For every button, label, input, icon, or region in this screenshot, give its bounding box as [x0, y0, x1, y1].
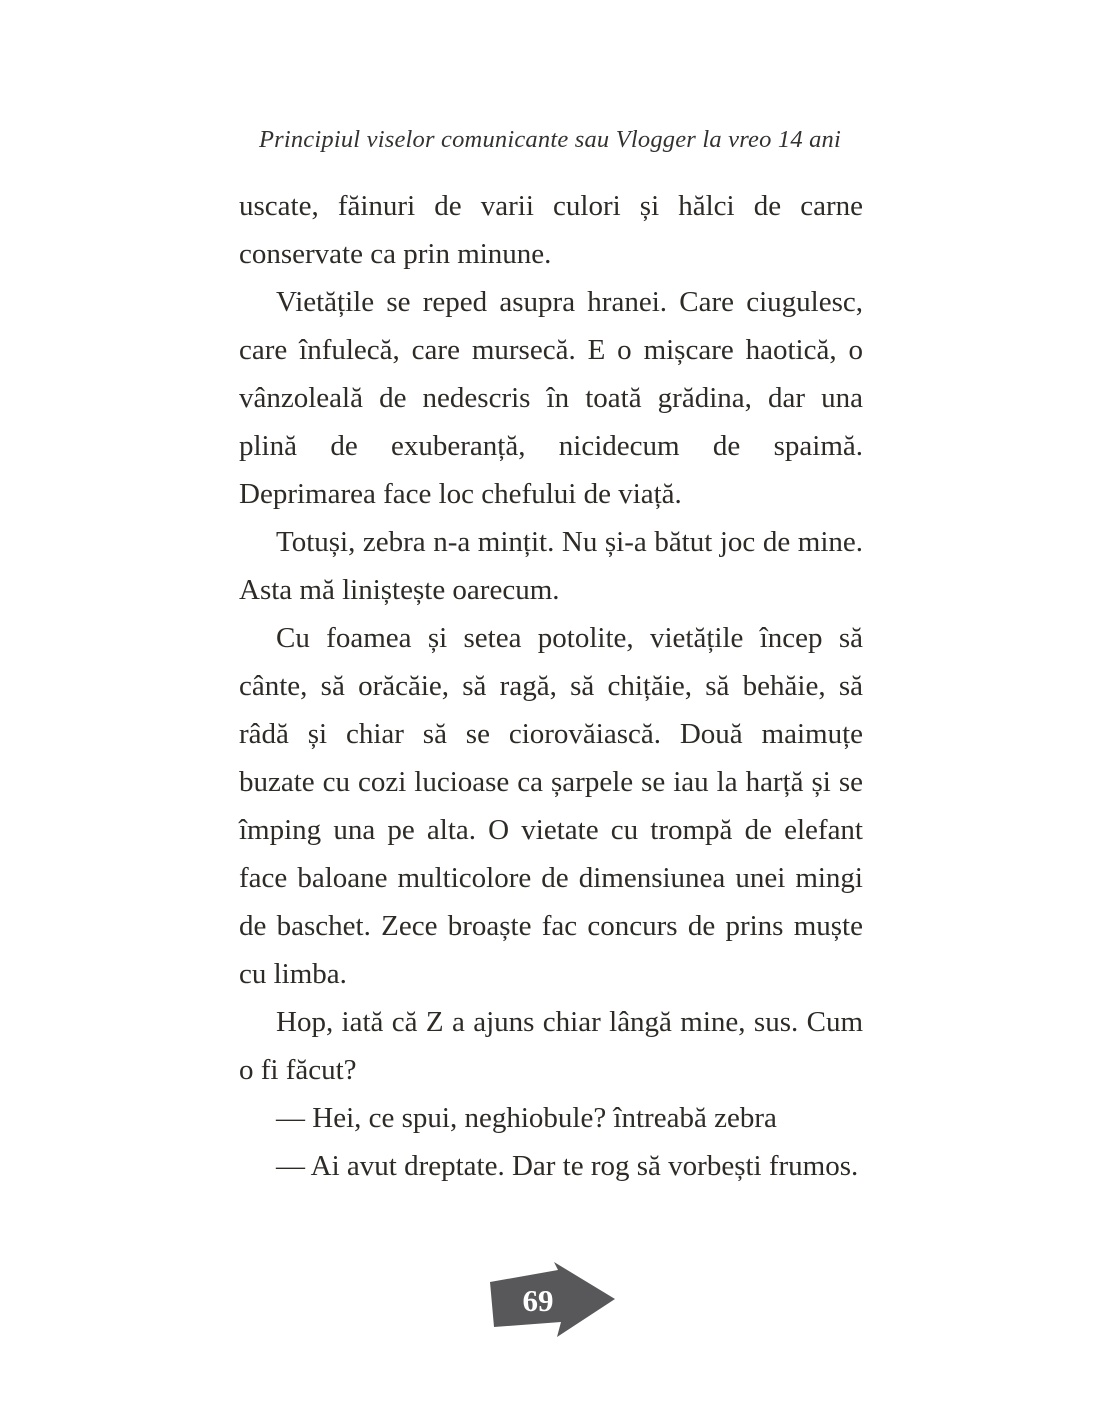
- paragraph: Vietățile se reped asupra hranei. Care ciugulesc, care înfulecă, care mursecă. E o mișcare haotică, o vânzoleală de nedescris în toată grădina, dar una plină de exuberanță, nicidecum de spaimă. Deprimarea face loc chefului de viață.: [239, 286, 863, 510]
- paragraph: uscate, făinuri de varii culori și hălci de carne conservate ca prin minune.: [239, 190, 863, 270]
- paragraph: Hop, iată că Z a ajuns chiar lângă mine, sus. Cum o fi făcut?: [239, 1006, 863, 1086]
- page-number: 69: [522, 1283, 554, 1318]
- arrow-badge-icon: [486, 1260, 618, 1338]
- paragraph: Totuși, zebra n-a mințit. Nu și-a bătut joc de mine. Asta mă liniștește oarecum.: [239, 526, 863, 606]
- body-text: [239, 182, 863, 1190]
- running-header: Principiul viselor comunicante sau Vlogger la vreo 14 ani: [258, 126, 842, 153]
- paragraph: — Hei, ce spui, neghiobule? întreabă zebra: [276, 1102, 777, 1134]
- paragraph: — Ai avut dreptate. Dar te rog să vorbești frumos.: [276, 1150, 859, 1182]
- paragraph: Cu foamea și setea potolite, vietățile încep să cânte, să orăcăie, să ragă, să chițăie, să behăie, să râdă și chiar să se ciorovăiască. Două maimuțe buzate cu cozi lucioase ca șarpele se iau la harță și se împing una pe alta. O vietate cu trompă de elefant face baloane multicolore de dimensiunea unei mingi de baschet. Zece broaște fac concurs de prins muște cu limba.: [239, 622, 863, 990]
- page-number-badge: [486, 1260, 618, 1338]
